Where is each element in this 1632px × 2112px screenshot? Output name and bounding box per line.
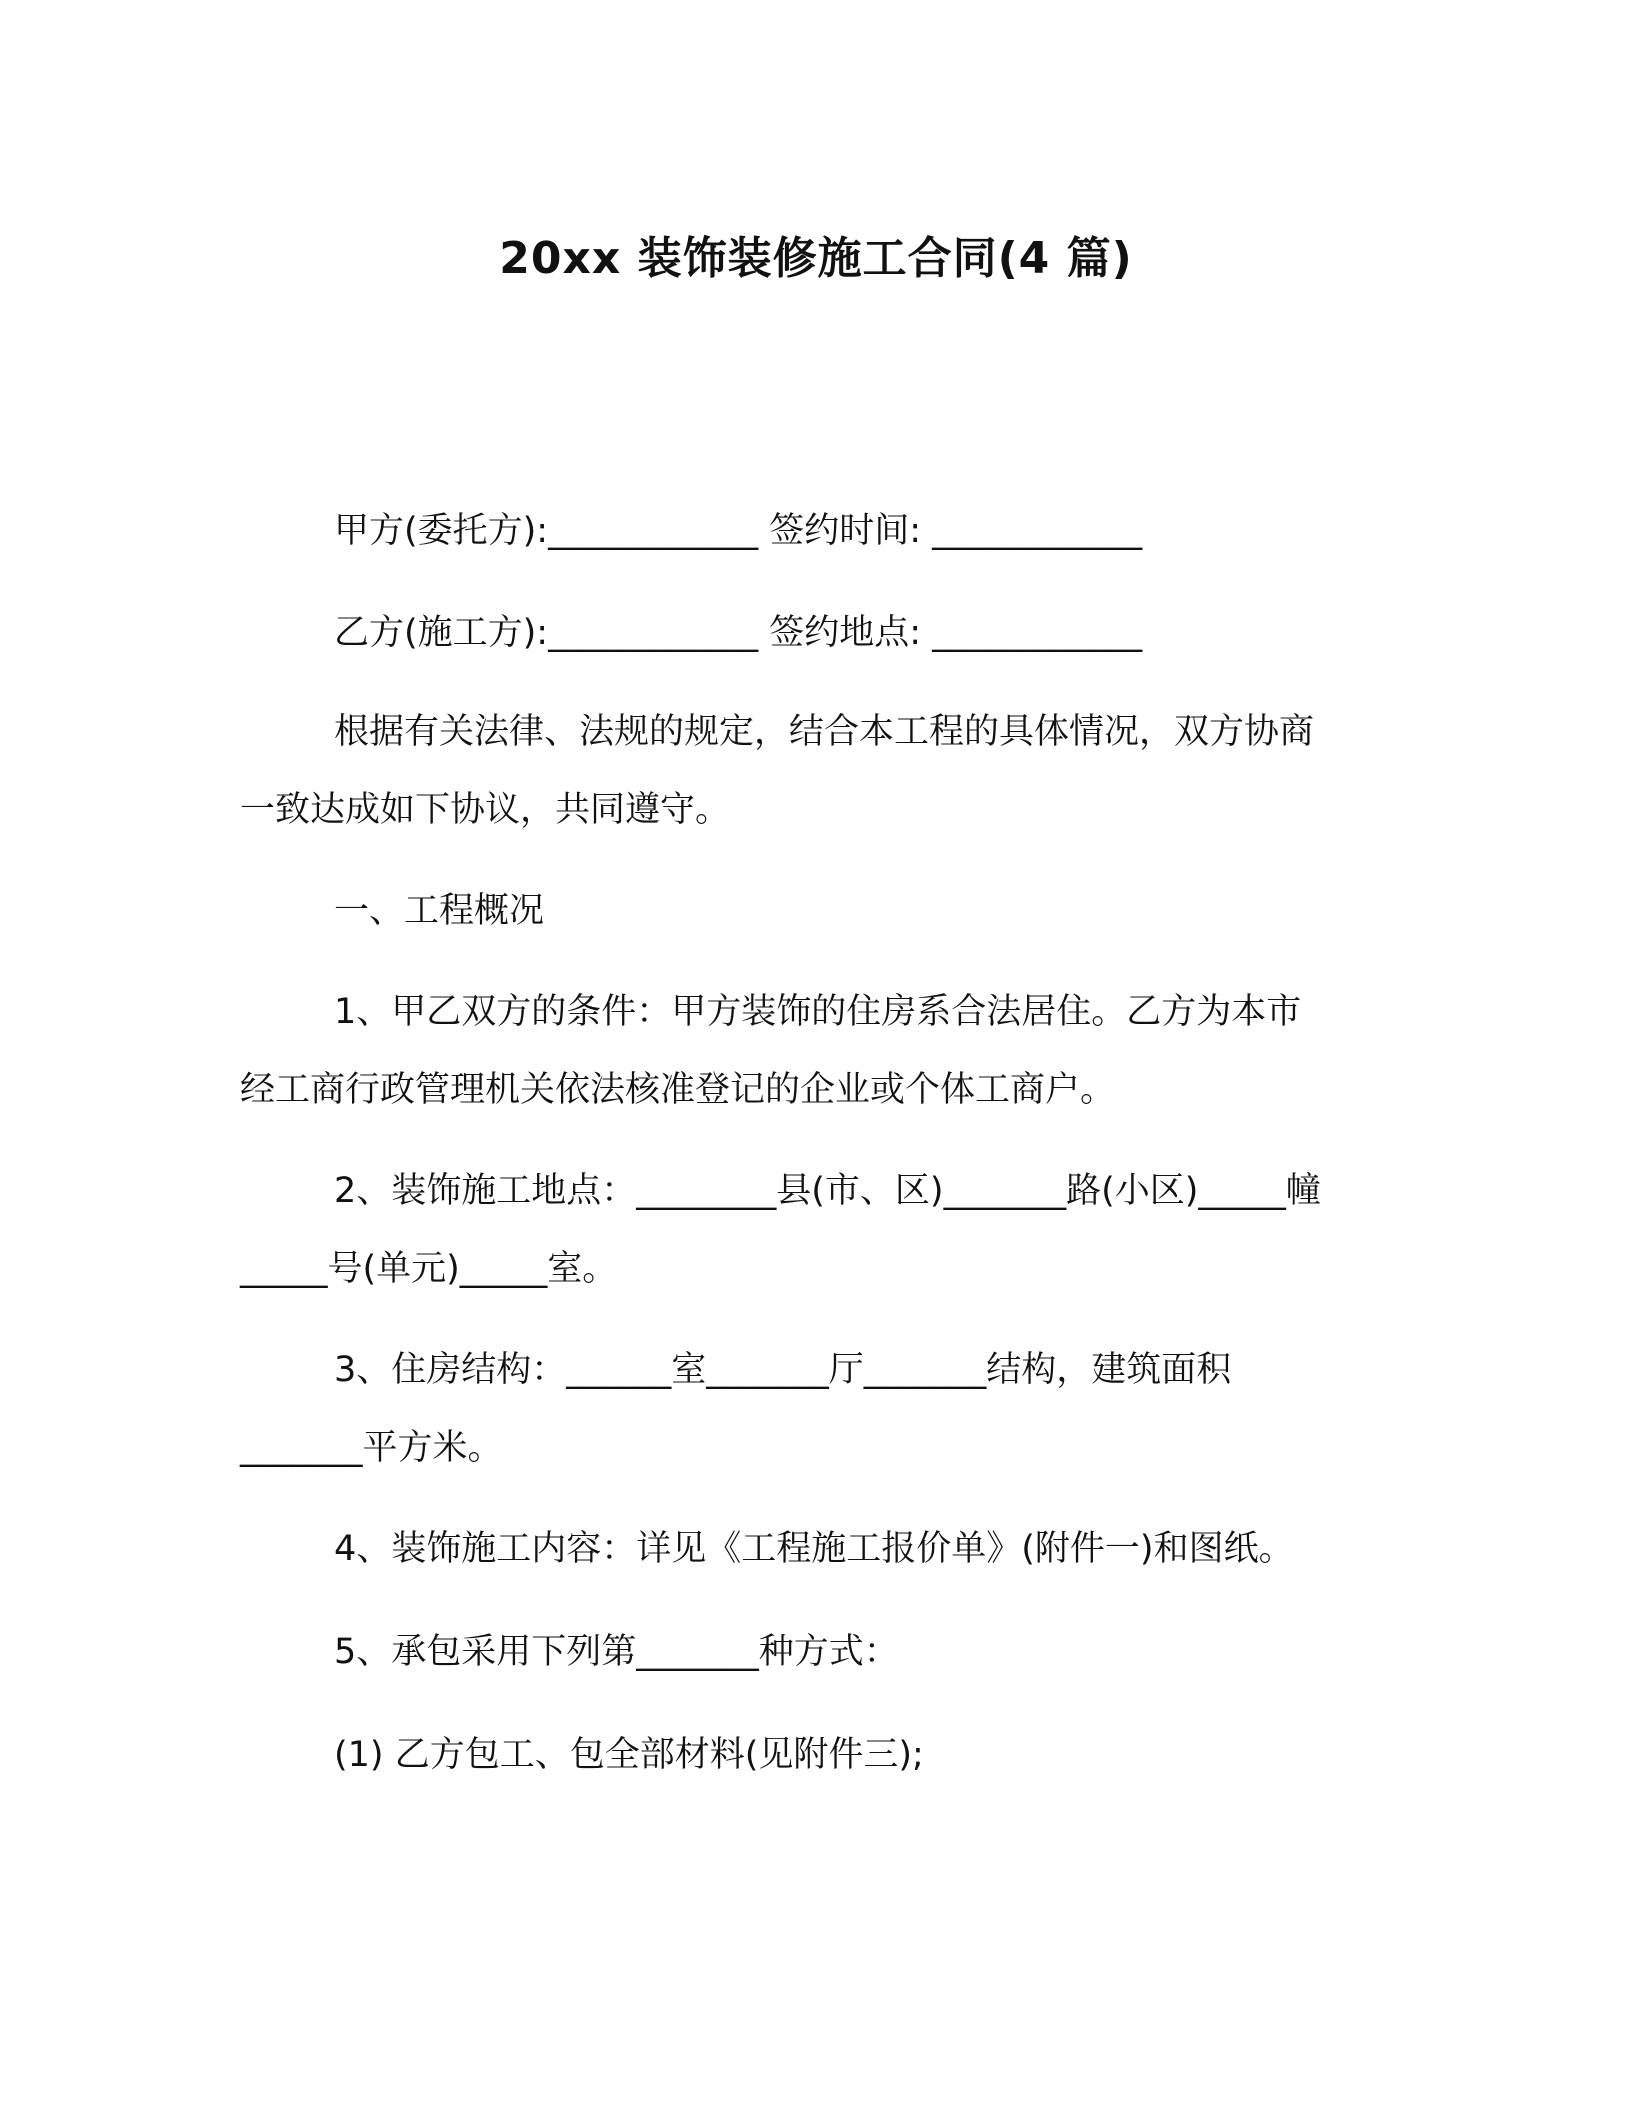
preamble-line-1: 根据有关法律、法规的规定，结合本工程的具体情况，双方协商 (334, 712, 1315, 752)
item-5: 5、承包采用下列第_______种方式： (334, 1632, 899, 1672)
item-2-line-2: _____号(单元)_____室。 (240, 1249, 618, 1289)
item-2-line-1: 2、装饰施工地点：________县(市、区)_______路(小区)_____幢 (334, 1171, 1321, 1211)
item-1-line-2: 经工商行政管理机关依法核准登记的企业或个体工商户。 (240, 1070, 1116, 1110)
item-3-line-2: _______平方米。 (240, 1428, 503, 1468)
item-1-line-1: 1、甲乙双方的条件：甲方装饰的住房系合法居住。乙方为本市 (334, 992, 1302, 1032)
item-3-line-1: 3、住房结构：______室_______厅_______结构，建筑面积 (334, 1350, 1232, 1390)
document-title: 20xx 装饰装修施工合同(4 篇) (499, 233, 1133, 284)
item-4: 4、装饰施工内容：详见《工程施工报价单》(附件一)和图纸。 (334, 1529, 1294, 1569)
party-a-line: 甲方(委托方):____________ 签约时间: ____________ (334, 511, 1143, 551)
preamble-line-2: 一致达成如下协议，共同遵守。 (240, 790, 731, 830)
section-heading-overview: 一、工程概况 (334, 891, 545, 931)
party-b-line: 乙方(施工方):____________ 签约地点: ____________ (334, 613, 1143, 653)
item-5-option-1: (1) 乙方包工、包全部材料(见附件三); (334, 1735, 924, 1775)
